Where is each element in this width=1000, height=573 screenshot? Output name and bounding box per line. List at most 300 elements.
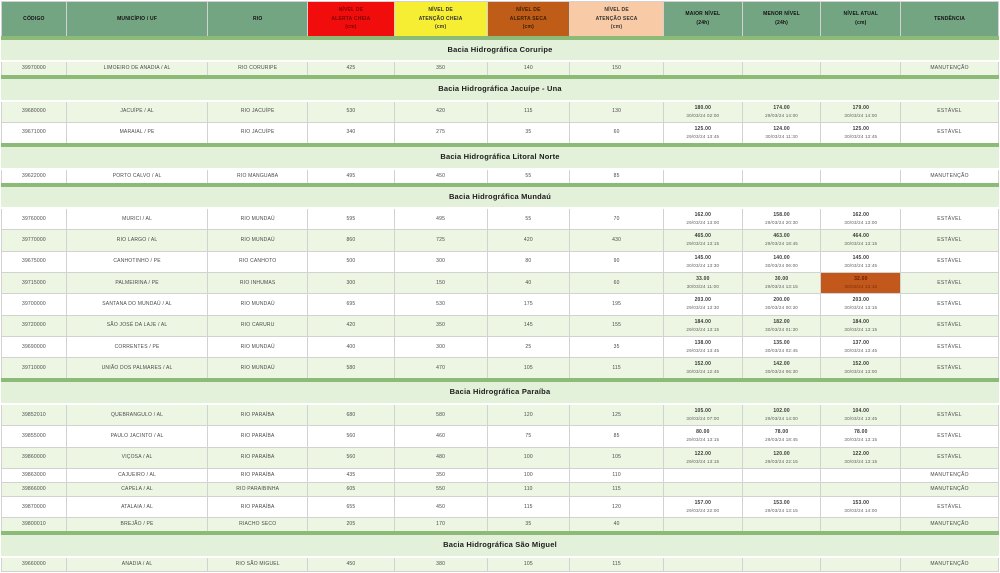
highest-level-24h xyxy=(663,557,742,572)
current-level xyxy=(821,358,901,381)
trend-status: MANUTENÇÃO xyxy=(901,61,999,77)
station-code: 39855000 xyxy=(2,426,67,447)
station-river: RIO MUNDAÚ xyxy=(208,230,308,251)
station-municipality: CAPELA / AL xyxy=(66,482,208,496)
drought-attention-level: 115 xyxy=(570,557,664,572)
current-level xyxy=(821,404,901,426)
station-river: RIO SÃO MIGUEL xyxy=(208,557,308,572)
trend-status: ESTÁVEL xyxy=(901,404,999,426)
trend-status: ESTÁVEL xyxy=(901,358,999,381)
current-level-value: 122.00 xyxy=(852,450,870,457)
lowest-level-24h-value: 135.00 xyxy=(773,339,790,346)
flood-attention-level: 170 xyxy=(394,518,487,534)
highest-level-24h-value: 203.00 xyxy=(694,297,712,304)
flood-alert-level: 340 xyxy=(308,122,395,145)
lowest-level-24h-value: 124.00 xyxy=(773,125,790,132)
section-title: Bacia Hidrográfica Jacuípe - Una xyxy=(2,77,999,101)
lowest-level-24h-timestamp: 30/03/24 06:00 xyxy=(765,262,798,268)
current-level-value: 104.00 xyxy=(852,407,870,414)
flood-alert-level: 205 xyxy=(308,518,395,534)
current-level xyxy=(821,447,901,468)
lowest-level-24h-timestamp: 29/03/24 13:15 xyxy=(765,283,798,289)
lowest-level-24h-value: 463.00 xyxy=(773,233,790,240)
drought-attention-level: 430 xyxy=(570,230,664,251)
station-code: 39715000 xyxy=(2,272,67,293)
column-header-alerta-seca xyxy=(487,2,570,38)
station-river: RIO MUNDAÚ xyxy=(208,358,308,381)
current-level xyxy=(821,230,901,251)
station-row xyxy=(2,336,999,357)
lowest-level-24h xyxy=(742,336,821,357)
current-level xyxy=(821,61,901,77)
column-header-line: MENOR NÍVEL xyxy=(763,11,801,18)
station-code: 39870000 xyxy=(2,496,67,517)
station-code: 39680000 xyxy=(2,101,67,123)
section-row xyxy=(2,77,999,101)
drought-attention-level: 115 xyxy=(570,482,664,496)
lowest-level-24h-timestamp: 30/03/24 06:30 xyxy=(765,369,798,375)
highest-level-24h xyxy=(663,426,742,447)
column-header-alerta-cheia xyxy=(308,2,395,38)
station-row xyxy=(2,468,999,482)
lowest-level-24h xyxy=(742,468,821,482)
station-river: RIO CARURU xyxy=(208,315,308,336)
station-municipality: SANTANA DO MUNDAÚ / AL xyxy=(66,294,208,315)
highest-level-24h xyxy=(663,169,742,185)
flood-alert-level: 560 xyxy=(308,447,395,468)
drought-alert-level: 110 xyxy=(487,482,570,496)
highest-level-24h-timestamp: 29/03/24 13:45 xyxy=(686,347,720,353)
lowest-level-24h-timestamp: 29/03/24 14:00 xyxy=(765,415,798,421)
lowest-level-24h-timestamp: 30/03/24 00:30 xyxy=(765,305,798,311)
flood-alert-level: 400 xyxy=(308,336,395,357)
current-level xyxy=(821,468,901,482)
drought-alert-level: 105 xyxy=(487,358,570,381)
lowest-level-24h xyxy=(742,404,821,426)
table-body xyxy=(2,38,999,572)
drought-alert-level: 120 xyxy=(487,404,570,426)
drought-alert-level: 420 xyxy=(487,230,570,251)
station-code: 39760000 xyxy=(2,208,67,230)
section-row xyxy=(2,145,999,169)
station-row xyxy=(2,251,999,272)
station-river: RIO MUNDAÚ xyxy=(208,208,308,230)
lowest-level-24h xyxy=(742,251,821,272)
trend-status: MANUTENÇÃO xyxy=(901,482,999,496)
station-municipality: UNIÃO DOS PALMARES / AL xyxy=(66,358,208,381)
station-row xyxy=(2,101,999,123)
current-level-timestamp: 30/03/24 13:00 xyxy=(844,220,878,226)
station-code: 39710000 xyxy=(2,358,67,381)
lowest-level-24h xyxy=(742,230,821,251)
station-municipality: ANADIA / AL xyxy=(66,557,208,572)
current-level-value: 153.00 xyxy=(852,499,870,506)
station-river: RIO CORURIPE xyxy=(208,61,308,77)
flood-attention-level: 580 xyxy=(394,404,487,426)
column-header-line: (cm) xyxy=(434,24,447,30)
flood-attention-level: 420 xyxy=(394,101,487,123)
station-code: 39970000 xyxy=(2,61,67,77)
current-level xyxy=(821,518,901,534)
trend-status: ESTÁVEL xyxy=(901,272,999,293)
section-title: Bacia Hidrográfica Mundaú xyxy=(2,185,999,209)
section-row xyxy=(2,185,999,209)
current-level-timestamp: 30/03/24 13:15 xyxy=(844,305,878,311)
flood-attention-level: 300 xyxy=(394,336,487,357)
trend-status: MANUTENÇÃO xyxy=(901,518,999,534)
lowest-level-24h xyxy=(742,169,821,185)
highest-level-24h-value: 145.00 xyxy=(694,254,712,261)
column-header-line: NÍVEL DE xyxy=(604,7,629,13)
column-header-atencao-seca xyxy=(570,2,664,38)
highest-level-24h xyxy=(663,208,742,230)
drought-attention-level: 120 xyxy=(570,496,664,517)
trend-status: ESTÁVEL xyxy=(901,208,999,230)
flood-attention-level: 470 xyxy=(394,358,487,381)
station-code: 39770000 xyxy=(2,230,67,251)
column-header-nivel-atual xyxy=(821,2,901,38)
current-level-timestamp: 30/03/24 14:00 xyxy=(844,507,878,513)
station-river: RIO PARAÍBA xyxy=(208,404,308,426)
drought-attention-level: 110 xyxy=(570,468,664,482)
trend-status: ESTÁVEL xyxy=(901,251,999,272)
lowest-level-24h xyxy=(742,358,821,381)
drought-attention-level: 60 xyxy=(570,272,664,293)
current-level xyxy=(821,208,901,230)
drought-alert-level: 115 xyxy=(487,496,570,517)
highest-level-24h xyxy=(663,122,742,145)
station-municipality: CORRENTES / PE xyxy=(66,336,208,357)
drought-alert-level: 140 xyxy=(487,61,570,77)
current-level-timestamp: 30/03/24 13:15 xyxy=(844,458,878,464)
flood-attention-level: 350 xyxy=(394,61,487,77)
lowest-level-24h xyxy=(742,496,821,517)
lowest-level-24h-timestamp: 29/03/24 14:00 xyxy=(765,112,798,118)
trend-status: ESTÁVEL xyxy=(901,496,999,517)
lowest-level-24h xyxy=(742,426,821,447)
lowest-level-24h-value: 140.00 xyxy=(773,254,790,261)
column-header-line: (cm) xyxy=(522,24,535,30)
flood-alert-level: 680 xyxy=(308,404,395,426)
column-header-atencao-cheia xyxy=(394,2,487,38)
drought-attention-level: 195 xyxy=(570,294,664,315)
drought-alert-level: 175 xyxy=(487,294,570,315)
flood-alert-level: 435 xyxy=(308,468,395,482)
station-row xyxy=(2,447,999,468)
flood-alert-level: 530 xyxy=(308,101,395,123)
station-code: 39700000 xyxy=(2,294,67,315)
flood-alert-level: 695 xyxy=(308,294,395,315)
current-level-value: 78.00 xyxy=(854,429,868,436)
current-level xyxy=(821,336,901,357)
trend-status: ESTÁVEL xyxy=(901,101,999,123)
column-header-line: NÍVEL DE xyxy=(516,7,541,13)
station-river: RIO MANGUABA xyxy=(208,169,308,185)
station-row xyxy=(2,122,999,145)
current-level xyxy=(821,101,901,123)
station-river: RIO MUNDAÚ xyxy=(208,336,308,357)
highest-level-24h xyxy=(663,101,742,123)
current-level xyxy=(821,426,901,447)
column-header-line: ALERTA CHEIA xyxy=(331,15,371,22)
current-level-timestamp: 30/03/24 13:45 xyxy=(844,415,878,421)
current-level-value: 125.00 xyxy=(852,125,870,132)
highest-level-24h-value: 152.00 xyxy=(694,361,712,368)
station-row xyxy=(2,358,999,381)
column-header-maior-nivel xyxy=(663,2,742,38)
station-row xyxy=(2,272,999,293)
highest-level-24h-timestamp: 30/03/24 12:45 xyxy=(686,369,720,375)
lowest-level-24h-value: 200.00 xyxy=(773,297,790,304)
column-header-line: RIO xyxy=(252,15,263,22)
drought-attention-level: 35 xyxy=(570,336,664,357)
flood-attention-level: 550 xyxy=(394,482,487,496)
trend-status: ESTÁVEL xyxy=(901,122,999,145)
current-level-value: 184.00 xyxy=(852,318,870,325)
drought-alert-level: 40 xyxy=(487,272,570,293)
station-code: 39852010 xyxy=(2,404,67,426)
station-code: 39690000 xyxy=(2,336,67,357)
station-municipality: LIMOEIRO DE ANADIA / AL xyxy=(66,61,208,77)
highest-level-24h-value: 105.00 xyxy=(694,407,712,414)
station-row xyxy=(2,61,999,77)
column-header-codigo xyxy=(2,2,67,38)
lowest-level-24h-timestamp: 29/03/24 22:15 xyxy=(765,458,798,464)
flood-attention-level: 460 xyxy=(394,426,487,447)
drought-attention-level: 105 xyxy=(570,447,664,468)
highest-level-24h-timestamp: 30/03/24 11:00 xyxy=(686,283,720,289)
lowest-level-24h xyxy=(742,447,821,468)
drought-alert-level: 100 xyxy=(487,447,570,468)
river-levels-table xyxy=(1,1,999,572)
section-title: Bacia Hidrográfica Litoral Norte xyxy=(2,145,999,169)
flood-alert-level: 605 xyxy=(308,482,395,496)
lowest-level-24h-value: 158.00 xyxy=(773,212,790,219)
current-level-value: 145.00 xyxy=(852,254,870,261)
section-row xyxy=(2,38,999,62)
highest-level-24h-timestamp: 30/03/24 02:00 xyxy=(686,112,720,118)
flood-attention-level: 450 xyxy=(394,496,487,517)
flood-alert-level: 595 xyxy=(308,208,395,230)
highest-level-24h xyxy=(663,358,742,381)
drought-alert-level: 35 xyxy=(487,122,570,145)
column-header-line: TENDÊNCIA xyxy=(934,15,966,22)
current-level-value: 162.00 xyxy=(852,212,870,219)
current-level-timestamp: 30/03/24 13:15 xyxy=(844,437,878,443)
flood-alert-level: 560 xyxy=(308,426,395,447)
station-river: RIO JACUÍPE xyxy=(208,122,308,145)
station-river: RIO JACUÍPE xyxy=(208,101,308,123)
lowest-level-24h-value: 120.00 xyxy=(773,450,790,457)
highest-level-24h-timestamp: 29/03/24 13:00 xyxy=(686,220,720,226)
station-municipality: RIO LARGO / AL xyxy=(66,230,208,251)
lowest-level-24h-value: 142.00 xyxy=(773,361,790,368)
lowest-level-24h-value: 102.00 xyxy=(773,407,790,414)
current-level-timestamp: 30/03/24 13:45 xyxy=(844,133,878,139)
highest-level-24h xyxy=(663,294,742,315)
highest-level-24h-value: 157.00 xyxy=(694,499,712,506)
highest-level-24h-value: 162.00 xyxy=(694,212,712,219)
drought-alert-level: 75 xyxy=(487,426,570,447)
lowest-level-24h xyxy=(742,101,821,123)
highest-level-24h xyxy=(663,447,742,468)
highest-level-24h-timestamp: 29/03/24 13:45 xyxy=(686,133,720,139)
drought-attention-level: 85 xyxy=(570,426,664,447)
station-municipality: PAULO JACINTO / AL xyxy=(66,426,208,447)
station-row xyxy=(2,169,999,185)
trend-status: ESTÁVEL xyxy=(901,336,999,357)
column-header-line: (24h) xyxy=(696,19,710,26)
station-row xyxy=(2,496,999,517)
station-municipality: PALMEIRINA / PE xyxy=(66,272,208,293)
flood-attention-level: 480 xyxy=(394,447,487,468)
highest-level-24h xyxy=(663,518,742,534)
lowest-level-24h-value: 78.00 xyxy=(774,429,789,436)
lowest-level-24h xyxy=(742,208,821,230)
station-river: RIO INHUMAS xyxy=(208,272,308,293)
flood-attention-level: 350 xyxy=(394,315,487,336)
lowest-level-24h-timestamp: 29/03/24 18:45 xyxy=(765,241,798,247)
current-level xyxy=(821,272,901,293)
trend-status: MANUTENÇÃO xyxy=(901,169,999,185)
drought-alert-level: 25 xyxy=(487,336,570,357)
trend-status: ESTÁVEL xyxy=(901,230,999,251)
section-row xyxy=(2,380,999,404)
lowest-level-24h xyxy=(742,315,821,336)
column-header-line: (cm) xyxy=(855,19,867,26)
current-level xyxy=(821,496,901,517)
current-level xyxy=(821,482,901,496)
station-river: RIO PARAIBINHA xyxy=(208,482,308,496)
flood-attention-level: 725 xyxy=(394,230,487,251)
highest-level-24h-timestamp: 29/03/24 22:00 xyxy=(686,507,720,513)
highest-level-24h-value: 184.00 xyxy=(694,318,712,325)
drought-attention-level: 60 xyxy=(570,122,664,145)
current-level-timestamp: 30/03/24 14:00 xyxy=(844,112,878,118)
drought-attention-level: 125 xyxy=(570,404,664,426)
current-level-timestamp: 30/03/24 13:15 xyxy=(844,283,878,289)
lowest-level-24h-value: 153.00 xyxy=(773,499,790,506)
lowest-level-24h xyxy=(742,294,821,315)
station-row xyxy=(2,482,999,496)
drought-attention-level: 40 xyxy=(570,518,664,534)
column-header-line: NÍVEL DE xyxy=(338,7,364,13)
column-header-municipio xyxy=(66,2,208,38)
column-header-line: ATENÇÃO CHEIA xyxy=(418,15,463,22)
highest-level-24h xyxy=(663,230,742,251)
station-river: RIO PARAÍBA xyxy=(208,447,308,468)
flood-alert-level: 300 xyxy=(308,272,395,293)
drought-attention-level: 85 xyxy=(570,169,664,185)
station-river: RIO CANHOTO xyxy=(208,251,308,272)
highest-level-24h xyxy=(663,468,742,482)
current-level xyxy=(821,169,901,185)
flood-attention-level: 350 xyxy=(394,468,487,482)
flood-attention-level: 495 xyxy=(394,208,487,230)
column-header-line: NÍVEL DE xyxy=(428,7,453,13)
drought-alert-level: 80 xyxy=(487,251,570,272)
station-municipality: QUEBRANGULO / AL xyxy=(66,404,208,426)
current-level xyxy=(821,315,901,336)
highest-level-24h xyxy=(663,404,742,426)
lowest-level-24h-timestamp: 29/03/24 13:15 xyxy=(765,507,798,513)
column-header-menor-nivel xyxy=(742,2,821,38)
station-row xyxy=(2,557,999,572)
drought-attention-level: 90 xyxy=(570,251,664,272)
station-code: 39866000 xyxy=(2,482,67,496)
station-code: 39660000 xyxy=(2,557,67,572)
highest-level-24h-value: 138.00 xyxy=(694,339,712,346)
current-level-value: 152.00 xyxy=(852,361,870,368)
lowest-level-24h xyxy=(742,557,821,572)
flood-attention-level: 450 xyxy=(394,169,487,185)
lowest-level-24h xyxy=(742,122,821,145)
column-header-tendencia xyxy=(901,2,999,38)
highest-level-24h-value: 125.00 xyxy=(694,125,712,132)
drought-attention-level: 130 xyxy=(570,101,664,123)
drought-attention-level: 115 xyxy=(570,358,664,381)
column-header-line: MUNICÍPIO / UF xyxy=(117,15,158,22)
flood-attention-level: 275 xyxy=(394,122,487,145)
section-title: Bacia Hidrográfica São Miguel xyxy=(2,533,999,557)
drought-alert-level: 145 xyxy=(487,315,570,336)
station-code: 39671000 xyxy=(2,122,67,145)
current-level-value: 32.00 xyxy=(854,275,868,282)
station-river: RIO MUNDAÚ xyxy=(208,294,308,315)
station-municipality: SÃO JOSÉ DA LAJE / AL xyxy=(66,315,208,336)
trend-status: MANUTENÇÃO xyxy=(901,468,999,482)
current-level-timestamp: 30/03/24 13:45 xyxy=(844,262,878,268)
flood-attention-level: 150 xyxy=(394,272,487,293)
station-code: 39860000 xyxy=(2,447,67,468)
highest-level-24h xyxy=(663,272,742,293)
current-level xyxy=(821,294,901,315)
lowest-level-24h-value: 30.00 xyxy=(774,275,789,282)
station-row xyxy=(2,208,999,230)
flood-alert-level: 580 xyxy=(308,358,395,381)
highest-level-24h-timestamp: 29/03/24 13:15 xyxy=(686,458,720,464)
flood-alert-level: 495 xyxy=(308,169,395,185)
highest-level-24h xyxy=(663,61,742,77)
flood-alert-level: 425 xyxy=(308,61,395,77)
highest-level-24h-value: 180.00 xyxy=(694,104,712,111)
highest-level-24h xyxy=(663,482,742,496)
station-row xyxy=(2,518,999,534)
station-river: RIACHO SECO xyxy=(208,518,308,534)
drought-alert-level: 55 xyxy=(487,208,570,230)
drought-attention-level: 70 xyxy=(570,208,664,230)
current-level-timestamp: 30/03/24 13:15 xyxy=(844,326,878,332)
highest-level-24h-timestamp: 29/03/24 13:15 xyxy=(686,326,720,332)
flood-alert-level: 655 xyxy=(308,496,395,517)
station-municipality: CANHOTINHO / PE xyxy=(66,251,208,272)
station-row xyxy=(2,315,999,336)
station-code: 39622000 xyxy=(2,169,67,185)
flood-alert-level: 860 xyxy=(308,230,395,251)
lowest-level-24h-timestamp: 29/03/24 18:45 xyxy=(765,437,798,443)
section-row xyxy=(2,533,999,557)
lowest-level-24h-timestamp: 30/03/24 02:45 xyxy=(765,347,798,353)
lowest-level-24h-value: 174.00 xyxy=(773,104,790,111)
highest-level-24h-timestamp: 30/03/24 13:30 xyxy=(686,262,720,268)
flood-alert-level: 450 xyxy=(308,557,395,572)
column-header-rio xyxy=(208,2,308,38)
current-level-timestamp: 30/03/24 13:00 xyxy=(844,369,878,375)
highest-level-24h xyxy=(663,336,742,357)
flood-attention-level: 300 xyxy=(394,251,487,272)
highest-level-24h xyxy=(663,496,742,517)
column-header-line: MAIOR NÍVEL xyxy=(685,11,721,18)
